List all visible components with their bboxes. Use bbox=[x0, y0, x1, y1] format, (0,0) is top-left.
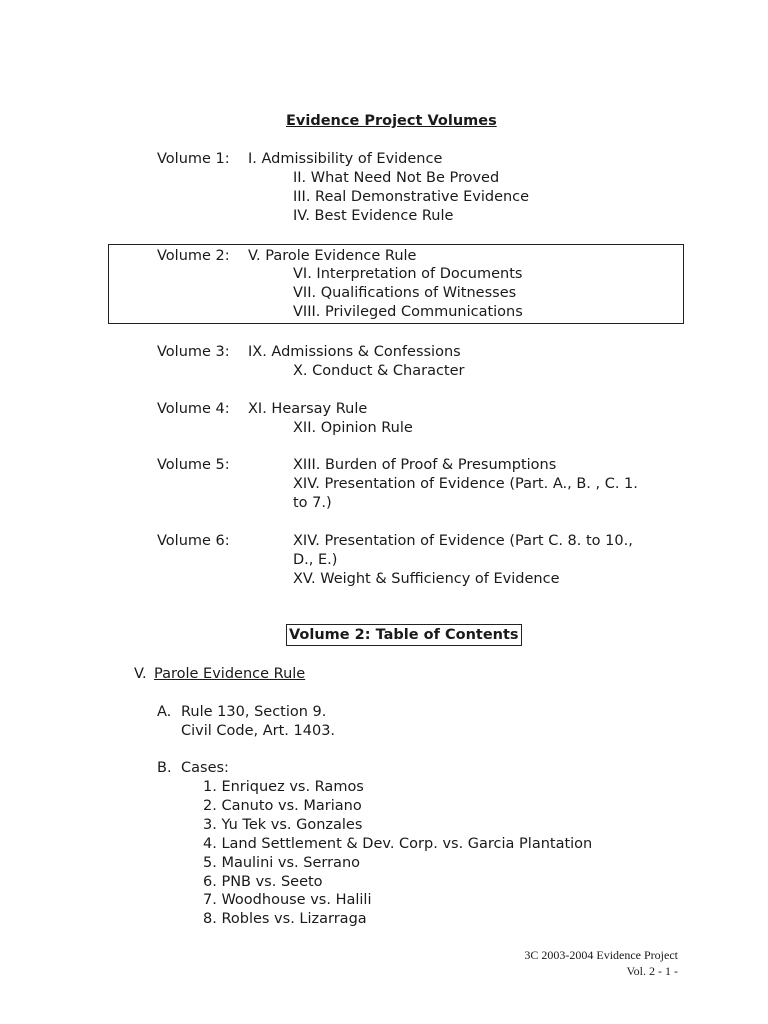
volume-1-item: IV. Best Evidence Rule bbox=[293, 208, 454, 224]
volume-1-item: I. Admissibility of Evidence bbox=[248, 151, 443, 167]
volume-3-item: IX. Admissions & Confessions bbox=[248, 344, 461, 360]
volume-4-item: XII. Opinion Rule bbox=[293, 420, 413, 436]
volume-6-item: XIV. Presentation of Evidence (Part C. 8. to 10., bbox=[293, 533, 633, 549]
toc-title: Volume 2: Table of Contents bbox=[286, 624, 522, 646]
volume-3-item: X. Conduct & Character bbox=[293, 363, 465, 379]
volume-3-label: Volume 3: bbox=[157, 344, 230, 360]
volume-2-label: Volume 2: bbox=[157, 248, 230, 264]
volume-5-label: Volume 5: bbox=[157, 457, 230, 473]
volume-5-item: XIV. Presentation of Evidence (Part. A., B. , C. 1. bbox=[293, 476, 638, 492]
item-a-line: Civil Code, Art. 1403. bbox=[181, 723, 336, 739]
case-item: 7. Woodhouse vs. Halili bbox=[203, 892, 372, 908]
item-b-label: B. bbox=[157, 760, 172, 776]
case-item: 2. Canuto vs. Mariano bbox=[203, 798, 362, 814]
case-item: 5. Maulini vs. Serrano bbox=[203, 855, 361, 871]
volume-6-item: XV. Weight & Sufficiency of Evidence bbox=[293, 571, 560, 587]
footer-project: 3C 2003-2004 Evidence Project bbox=[524, 948, 678, 962]
volume-2-item: V. Parole Evidence Rule bbox=[248, 248, 417, 264]
volume-1-label: Volume 1: bbox=[157, 151, 230, 167]
item-a-line: Rule 130, Section 9. bbox=[181, 704, 327, 720]
case-item: 1. Enriquez vs. Ramos bbox=[203, 779, 364, 795]
page-title: Evidence Project Volumes bbox=[286, 113, 497, 129]
volume-1-item: II. What Need Not Be Proved bbox=[293, 170, 500, 186]
footer-page-number: Vol. 2 - 1 - bbox=[626, 964, 678, 978]
case-item: 4. Land Settlement & Dev. Corp. vs. Garcia Plantation bbox=[203, 836, 593, 852]
volume-4-item: XI. Hearsay Rule bbox=[248, 401, 368, 417]
volume-5-item: XIII. Burden of Proof & Presumptions bbox=[293, 457, 557, 473]
volume-2-item: VII. Qualifications of Witnesses bbox=[293, 285, 517, 301]
volume-2-item: VIII. Privileged Communications bbox=[293, 304, 523, 320]
volume-1-item: III. Real Demonstrative Evidence bbox=[293, 189, 530, 205]
section-number: V. bbox=[134, 666, 147, 682]
volume-6-item: D., E.) bbox=[293, 552, 338, 568]
volume-2-item: VI. Interpretation of Documents bbox=[293, 266, 523, 282]
volume-5-item: to 7.) bbox=[293, 495, 332, 511]
volume-4-label: Volume 4: bbox=[157, 401, 230, 417]
section-title: Parole Evidence Rule bbox=[154, 666, 306, 682]
case-item: 8. Robles vs. Lizarraga bbox=[203, 911, 367, 927]
case-item: 3. Yu Tek vs. Gonzales bbox=[203, 817, 363, 833]
case-item: 6. PNB vs. Seeto bbox=[203, 874, 323, 890]
item-b-title: Cases: bbox=[181, 760, 229, 776]
item-a-label: A. bbox=[157, 704, 172, 720]
volume-6-label: Volume 6: bbox=[157, 533, 230, 549]
